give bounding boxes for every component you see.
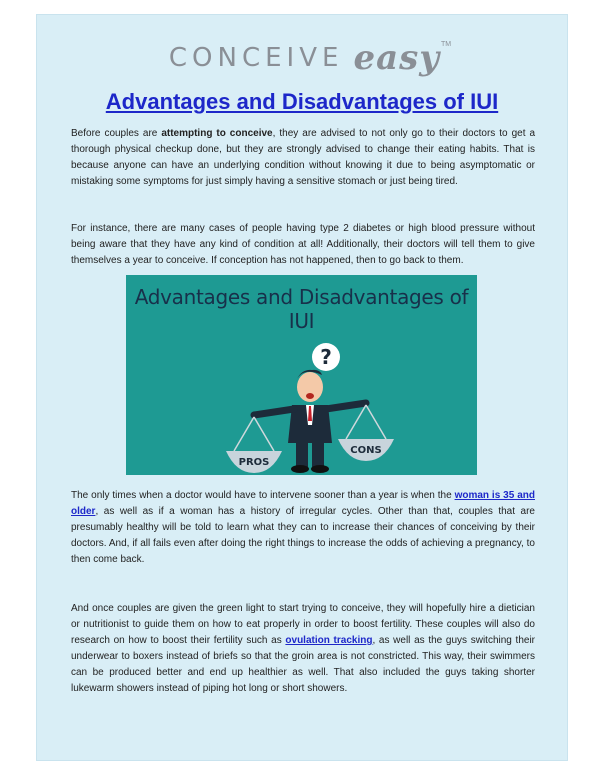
illustration-title: Advantages and Disadvantages of IUI — [134, 285, 469, 333]
p3-text-before: The only times when a doctor would have to intervene sooner than a year is when the — [71, 490, 455, 501]
paragraph-2: For instance, there are many cases of people having type 2 diabetes or high blood pressure without being aware that they have any kind of condition at all! Additionally, their doctors will tell them to give themselves a year to conceive. If conception has not happened, then to go back to them. — [71, 223, 535, 266]
person-shoe-right — [311, 465, 329, 473]
cons-pan-strings — [346, 405, 386, 439]
logo-brand-word: CONCEIVE — [168, 43, 344, 73]
person-arm-right — [326, 403, 366, 409]
p1-text-before: Before couples are — [71, 128, 162, 139]
person-shoe-left — [291, 465, 309, 473]
paragraph-4 — [71, 601, 535, 697]
cons-label: CONS — [350, 445, 382, 456]
person-leg-right — [312, 443, 324, 467]
paragraph-3 — [71, 488, 535, 568]
logo-accent-word: easy — [353, 38, 440, 78]
logo-trademark: TM — [441, 41, 452, 48]
person-mouth — [306, 393, 314, 399]
article-illustration — [126, 275, 477, 475]
p1-text-after: , they are advised to not only go to their doctors to get a thorough physical checkup done, but they are strongly advised to change their eating habits. That is because anyone can have an underlying condition without knowing it due to being asymptomatic or mistaking some symptoms for just simply having a sensitive stomach or just being tired. — [71, 128, 536, 187]
p1-bold-phrase: attempting to conceive — [161, 128, 273, 139]
pros-pan-strings — [234, 417, 274, 451]
brand-logo[interactable] — [145, 33, 475, 83]
person-arm-left — [254, 409, 294, 415]
p3-text-after: , as well as if a woman has a history of irregular cycles. Other than that, couples that are presumably healthy will be told to learn what they can to increase their chances of conceiving by their doctors. And, if all fails even after doing the right things to increase the odds of achieving a pregnancy, to then come back. — [71, 506, 535, 565]
age-link[interactable]: woman is 35 and older — [71, 490, 535, 517]
document-page — [36, 14, 568, 761]
p4-text-before: And once couples are given the green light to start trying to conceive, they will hopefully hire a dietician or nutritionist to guide them on how to eat properly in order to boost fertility. These couples will also do research on how to boost their fertility such as — [71, 603, 535, 646]
illustration-graphic — [126, 275, 477, 475]
person-leg-left — [296, 443, 308, 467]
ovulation-tracking-link[interactable]: ovulation tracking — [285, 635, 373, 646]
paragraph-1 — [71, 126, 535, 190]
pros-label: PROS — [238, 457, 270, 468]
question-mark: ? — [320, 345, 332, 369]
page-title: Advantages and Disadvantages of IUI — [105, 89, 499, 114]
p4-text-after: , as well as the guys switching their underwear to boxers instead of briefs so that the groin area is not constricted. This way, their swimmers can be produced better and end up healthier as well. That also included the guys taking shorter lukewarm showers instead of piping hot long or short showers. — [71, 635, 536, 694]
